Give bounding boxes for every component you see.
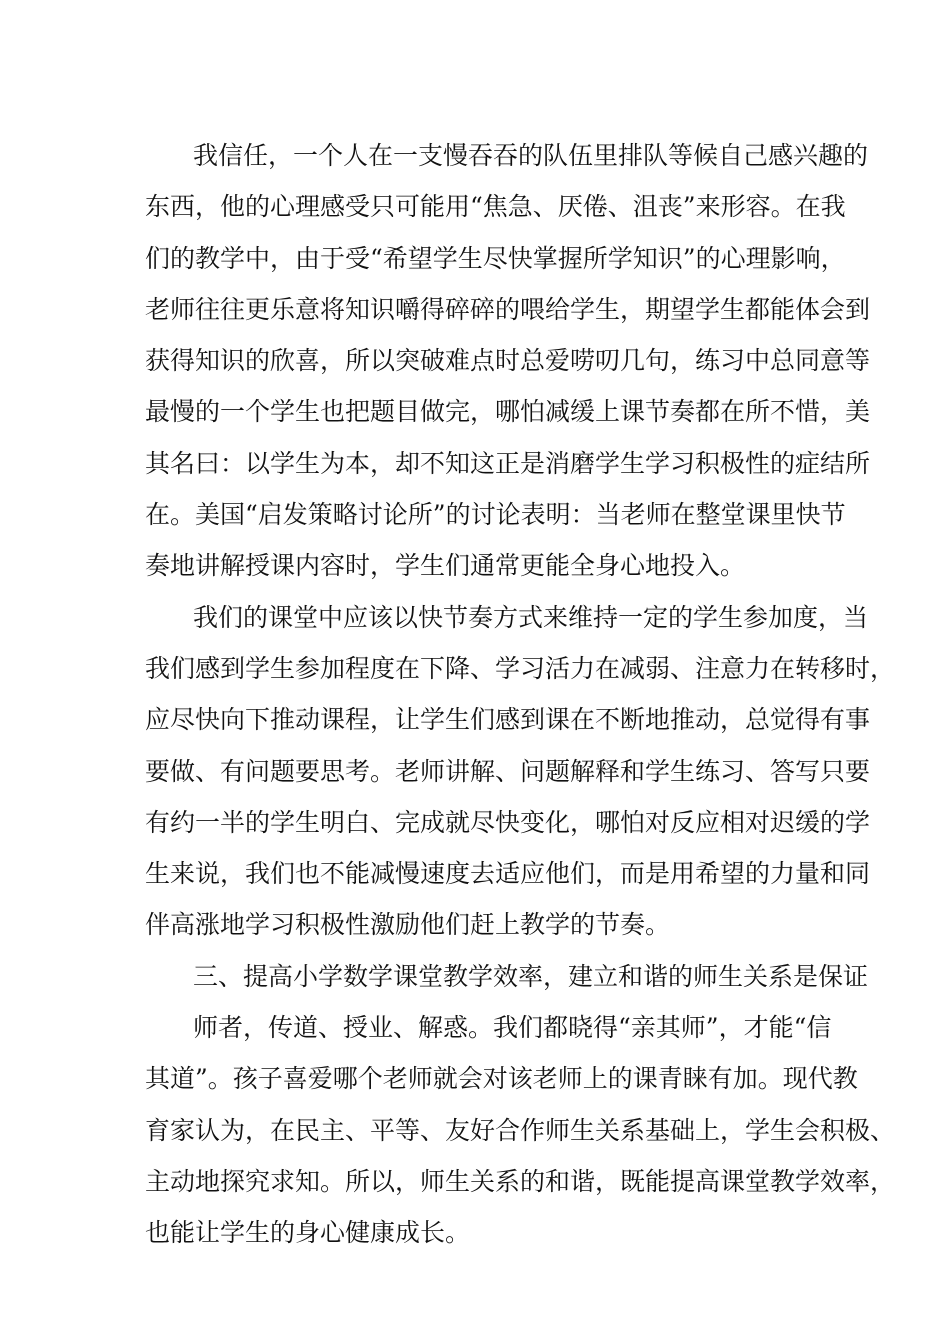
paragraph-3-line-5: 也能让学生的身心健康成长。 (145, 1218, 471, 1248)
paragraph-1-line-7: 其名曰：以学生为本，却不知这正是消磨学生学习积极性的症结所 (145, 448, 871, 478)
paragraph-2-line-6: 生来说，我们也不能减慢速度去适应他们，而是用希望的力量和同 (145, 859, 871, 889)
paragraph-2-line-7: 伴高涨地学习积极性激励他们赶上教学的节奏。 (145, 910, 671, 940)
paragraph-2-line-2: 我们感到学生参加程度在下降、学习活力在减弱、注意力在转移时， (145, 653, 896, 683)
paragraph-2-line-3: 应尽快向下推动课程，让学生们感到课在不断地推动，总觉得有事 (145, 705, 871, 735)
paragraph-3-line-1: 师者，传道、授业、解惑。我们都晓得“亲其师”，才能“信 (193, 1013, 832, 1043)
paragraph-1-line-2: 东西，他的心理感受只可能用“焦急、厌倦、沮丧”来形容。在我 (145, 192, 846, 222)
paragraph-1-line-6: 最慢的一个学生也把题目做完，哪怕减缓上课节奏都在所不惜，美 (145, 397, 871, 427)
paragraph-2-line-5: 有约一半的学生明白、完成就尽快变化，哪怕对反应相对迟缓的学 (145, 807, 871, 837)
paragraph-1-line-3: 们的教学中，由于受“希望学生尽快掌握所学知识”的心理影响， (145, 243, 846, 273)
paragraph-1-line-9: 奏地讲解授课内容时，学生们通常更能全身心地投入。 (145, 551, 746, 581)
paragraph-2-line-4: 要做、有问题要思考。老师讲解、问题解释和学生练习、答写只要 (145, 756, 871, 786)
paragraph-3-line-3: 育家认为，在民主、平等、友好合作师生关系基础上，学生会积极、 (145, 1115, 896, 1145)
paragraph-1-line-8: 在。美国“启发策略讨论所”的讨论表明：当老师在整堂课里快节 (145, 500, 846, 530)
paragraph-1-line-5: 获得知识的欣喜，所以突破难点时总爱唠叨几句，练习中总同意等 (145, 346, 871, 376)
section-heading: 三、提高小学数学课堂教学效率，建立和谐的师生关系是保证 (193, 961, 869, 991)
paragraph-2-line-1: 我们的课堂中应该以快节奏方式来维持一定的学生参加度，当 (193, 602, 869, 632)
body-text (145, 130, 896, 1259)
paragraph-1-line-1: 我信任，一个人在一支慢吞吞的队伍里排队等候自己感兴趣的 (193, 141, 869, 170)
paragraph-1-line-4: 老师往往更乐意将知识嚼得碎碎的喂给学生，期望学生都能体会到 (145, 294, 871, 324)
paragraph-3-line-4: 主动地探究求知。所以，师生关系的和谐，既能提高课堂教学效率， (145, 1166, 896, 1196)
paragraph-3-line-2: 其道”。孩子喜爱哪个老师就会对该老师上的课青睐有加。现代教 (145, 1064, 858, 1094)
